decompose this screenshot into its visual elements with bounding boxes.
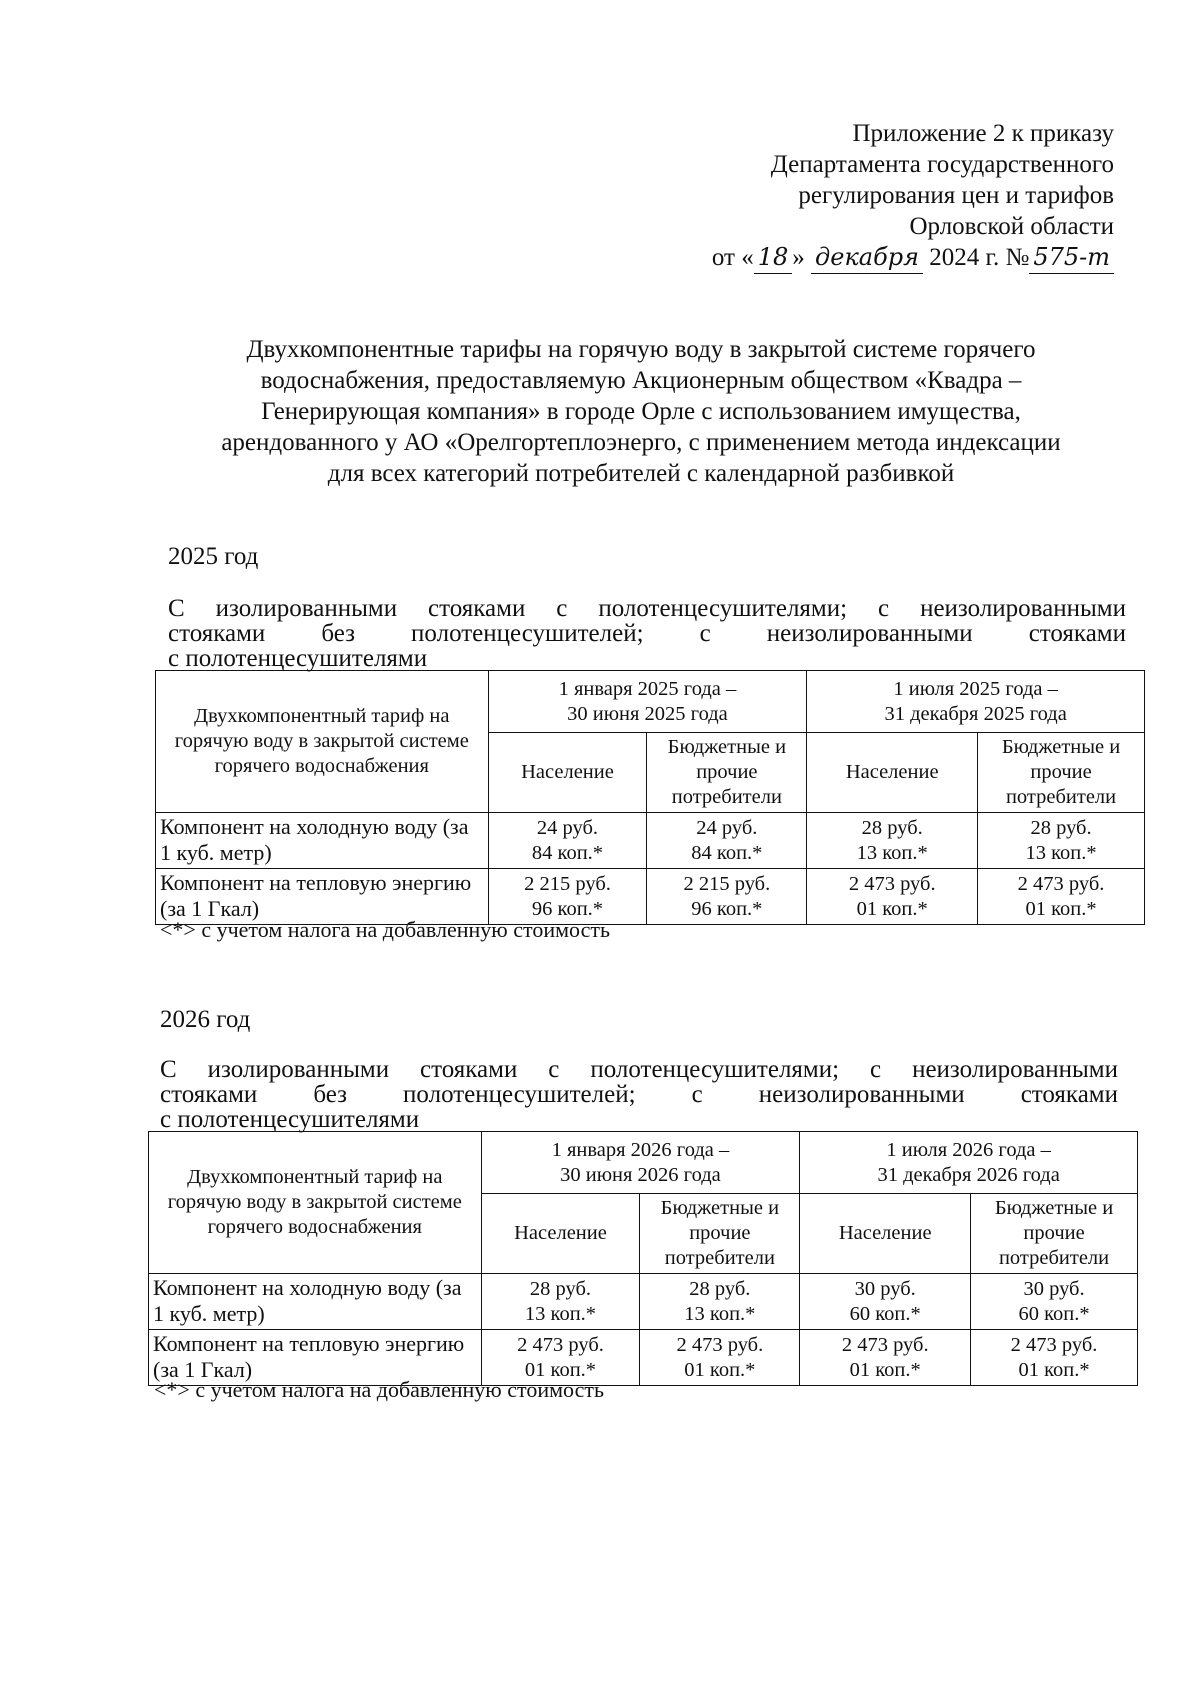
scope-line: с полотенцесушителями: [160, 1106, 420, 1133]
scope-line: с полотенцесушителями: [168, 645, 428, 672]
header-line: Орловской области: [909, 213, 1114, 240]
order-prefix: от «: [711, 244, 754, 271]
tariff-cell: 2 473 руб. 01 коп.*: [640, 1330, 800, 1386]
title-line: Генерирующая компания» в городе Орле с использованием имущества,: [261, 398, 1021, 425]
order-month-handwritten: декабря: [811, 242, 923, 274]
subcol-header: Бюджетные и прочие потребители: [640, 1194, 800, 1274]
tariff-cell: 2 473 руб. 01 коп.*: [481, 1330, 640, 1386]
period-header: 1 января 2025 года – 30 июня 2025 года: [488, 671, 807, 733]
scope-line: С изолированными стояками с полотенцесушителями; с неизолированными: [160, 1056, 1118, 1083]
tariff-cell: 24 руб. 84 коп.*: [488, 813, 647, 869]
tariff-cell: 2 473 руб. 01 коп.*: [971, 1330, 1138, 1386]
row-label: Компонент на тепловую энергию (за 1 Гкал): [156, 869, 489, 925]
subcol-header: Население: [800, 1194, 971, 1274]
period-header: 1 января 2026 года – 30 июня 2026 года: [481, 1132, 800, 1194]
table-row: [156, 813, 1145, 869]
row-label: Компонент на холодную воду (за 1 куб. метр): [149, 1274, 482, 1330]
tariff-cell: 2 473 руб. 01 коп.*: [978, 869, 1145, 925]
scope-line: стояками без полотенцесушителей; с неизолированными стояками: [160, 1081, 1118, 1108]
subcol-header: Бюджетные и прочие потребители: [647, 733, 807, 813]
title-line: водоснабжения, предоставляемую Акционерным обществом «Квадра –: [260, 367, 1022, 394]
year-heading-2025: 2025 год: [168, 543, 259, 570]
tariff-cell: 30 руб. 60 коп.*: [971, 1274, 1138, 1330]
period-header: 1 июля 2025 года – 31 декабря 2025 года: [807, 671, 1145, 733]
tariff-table-2025: [155, 670, 1145, 925]
tariff-cell: 28 руб. 13 коп.*: [481, 1274, 640, 1330]
subcol-header: Население: [488, 733, 647, 813]
tariff-cell: 2 215 руб. 96 коп.*: [647, 869, 807, 925]
tariff-cell: 30 руб. 60 коп.*: [800, 1274, 971, 1330]
subcol-header: Бюджетные и прочие потребители: [978, 733, 1145, 813]
subcol-header: Бюджетные и прочие потребители: [971, 1194, 1138, 1274]
order-line: [712, 242, 1114, 274]
tariff-cell: 28 руб. 13 коп.*: [640, 1274, 800, 1330]
header-line: Приложение 2 к приказу: [852, 120, 1114, 147]
subcol-header: Население: [807, 733, 978, 813]
scope-line: стояками без полотенцесушителей; с неизолированными стояками: [168, 620, 1126, 647]
document-title: [176, 334, 1106, 489]
scope-2025: [168, 596, 1126, 671]
subcol-header: Население: [481, 1194, 640, 1274]
tariff-cell: 2 473 руб. 01 коп.*: [800, 1330, 971, 1386]
row-label: Компонент на тепловую энергию (за 1 Гкал): [149, 1330, 482, 1386]
tariff-cell: 28 руб. 13 коп.*: [978, 813, 1145, 869]
year-heading-2026: 2026 год: [160, 1006, 251, 1033]
order-mid: »: [792, 244, 805, 271]
header-line: Департамента государственного: [770, 151, 1114, 178]
header-line: регулирования цен и тарифов: [798, 182, 1114, 209]
row-label: Компонент на холодную воду (за 1 куб. метр): [156, 813, 489, 869]
tariff-table-2026: [148, 1131, 1138, 1386]
tariff-cell: 28 руб. 13 коп.*: [807, 813, 978, 869]
tariff-cell: 2 215 руб. 96 коп.*: [488, 869, 647, 925]
tariff-cell: 2 473 руб. 01 коп.*: [807, 869, 978, 925]
title-line: арендованного у АО «Орелгортеплоэнерго, с применением метода индексации: [221, 429, 1061, 456]
order-day-handwritten: 18: [754, 242, 793, 274]
appendix-header: [712, 118, 1114, 274]
scope-line: С изолированными стояками с полотенцесушителями; с неизолированными: [168, 595, 1126, 622]
vat-note-2026: <*> с учетом налога на добавленную стоимость: [154, 1377, 604, 1402]
corner-header: Двухкомпонентный тариф на горячую воду в закрытой системе горячего водоснабжения: [156, 671, 489, 813]
order-year: 2024 г. №: [929, 244, 1030, 271]
period-header: 1 июля 2026 года – 31 декабря 2026 года: [800, 1132, 1138, 1194]
title-line: Двухкомпонентные тарифы на горячую воду в закрытой системе горячего: [246, 336, 1036, 363]
title-line: для всех категорий потребителей с календарной разбивкой: [327, 460, 955, 487]
order-number-handwritten: 575-т: [1029, 242, 1114, 274]
vat-note-2025: <*> с учетом налога на добавленную стоимость: [160, 917, 610, 942]
scope-2026: [160, 1057, 1118, 1132]
tariff-cell: 24 руб. 84 коп.*: [647, 813, 807, 869]
corner-header: Двухкомпонентный тариф на горячую воду в закрытой системе горячего водоснабжения: [149, 1132, 482, 1274]
table-row: [149, 1274, 1138, 1330]
